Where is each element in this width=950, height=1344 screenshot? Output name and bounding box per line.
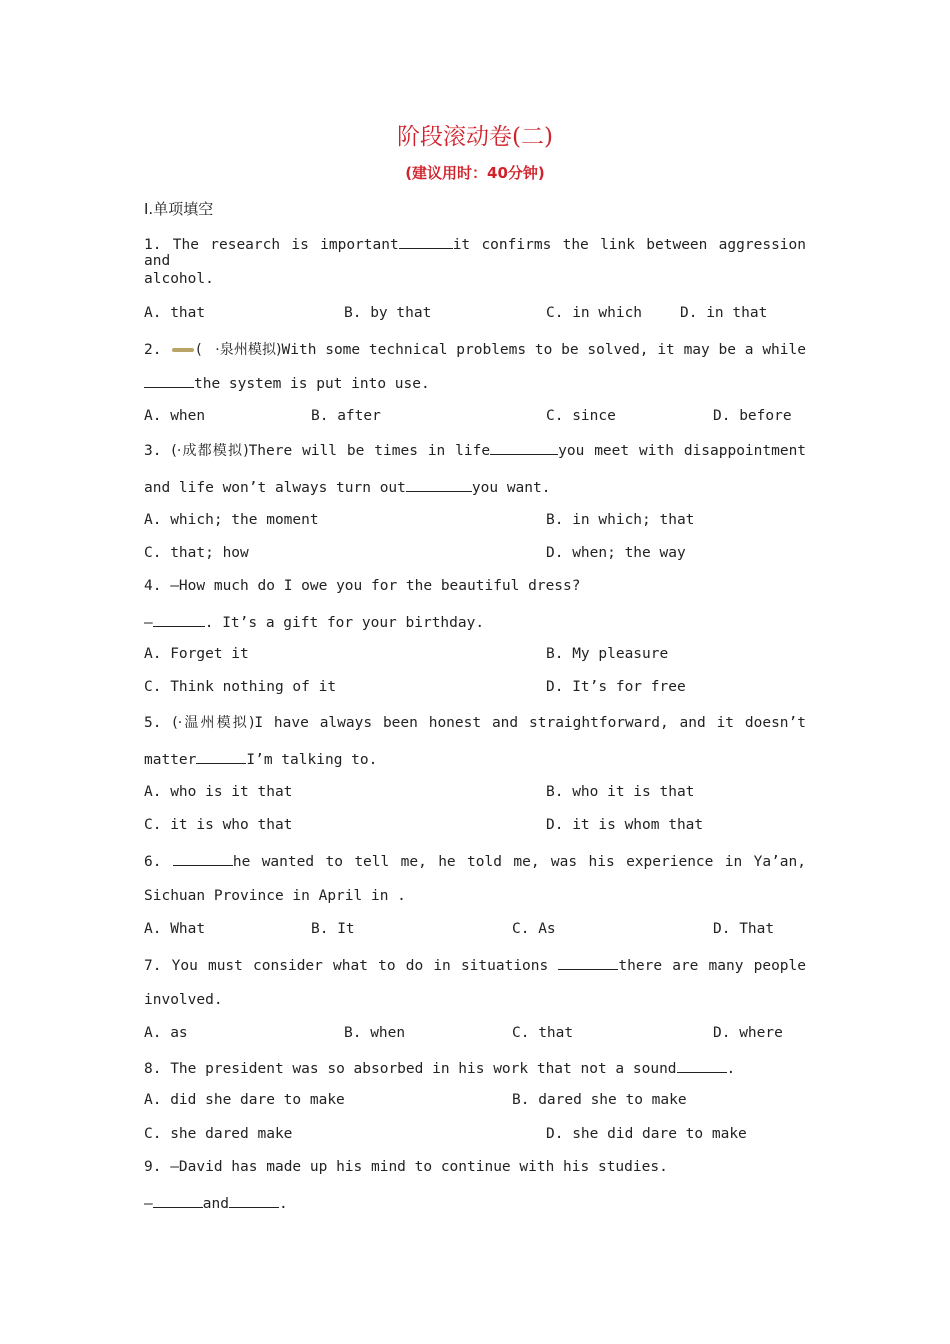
q6-stem-line1: 6. he wanted to tell me, he told me, was his experience in Ya’an, (144, 851, 806, 870)
q8-option-b[interactable]: B. dared she to make (512, 1092, 687, 1108)
q7-option-d[interactable]: D. where (713, 1025, 783, 1041)
q7-option-a[interactable]: A. as (144, 1025, 188, 1041)
answer-blank[interactable] (153, 612, 205, 627)
q1-option-a[interactable]: A. that (144, 305, 206, 321)
q2-option-c[interactable]: C. since (546, 408, 616, 424)
q1-option-d[interactable]: D. in that (680, 305, 768, 321)
q2-option-d[interactable]: D. before (713, 408, 792, 424)
q5-option-b[interactable]: B. who it is that (546, 784, 695, 800)
q2-stem-line2: the system is put into use. (144, 373, 806, 392)
answer-blank[interactable] (173, 851, 233, 866)
q4-option-c[interactable]: C. Think nothing of it (144, 679, 337, 695)
question-source: (·成都模拟) (171, 443, 249, 459)
q4-stem-line2: — . It’s a gift for your birthday. (144, 612, 806, 631)
answer-blank[interactable] (558, 955, 618, 970)
answer-blank[interactable] (490, 440, 558, 455)
smudge-mark (172, 348, 194, 352)
q6-option-c[interactable]: C. As (512, 921, 556, 937)
q7-option-b[interactable]: B. when (344, 1025, 406, 1041)
q7-stem-line2: involved. (144, 992, 223, 1008)
q3-option-a[interactable]: A. which; the moment (144, 512, 319, 528)
q4-option-d[interactable]: D. It’s for free (546, 679, 686, 695)
q7-option-c[interactable]: C. that (512, 1025, 574, 1041)
time-suggestion: (建议用时：40分钟) (405, 164, 545, 182)
answer-blank[interactable] (399, 234, 453, 249)
q9-stem-line1: 9. —David has made up his mind to continue with his studies. (144, 1159, 668, 1175)
q4-option-b[interactable]: B. My pleasure (546, 646, 669, 662)
answer-blank[interactable] (144, 373, 194, 388)
answer-blank[interactable] (406, 477, 472, 492)
q3-option-c[interactable]: C. that; how (144, 545, 249, 561)
q1-option-c[interactable]: C. in which (546, 305, 643, 321)
question-source: ( ·泉州模拟) (170, 342, 281, 358)
q6-option-d[interactable]: D. That (713, 921, 775, 937)
q1-stem-line1: 1. The research is important it confirms the link between aggression and (144, 234, 806, 269)
q7-stem-line1: 7. You must consider what to do in situations there are many people (144, 955, 806, 974)
q1-option-b[interactable]: B. by that (344, 305, 432, 321)
answer-blank[interactable] (153, 1193, 203, 1208)
q5-stem-line1: 5. (·温州模拟)I have always been honest and straightforward, and it doesn’t (144, 715, 807, 731)
q3-option-d[interactable]: D. when; the way (546, 545, 686, 561)
q2-stem-line1: 2. ( ·泉州模拟)With some technical problems to be solved, it may be a while (144, 342, 806, 358)
answer-blank[interactable] (196, 749, 246, 764)
q1-stem-line2: alcohol. (144, 271, 214, 287)
q8-option-d[interactable]: D. she did dare to make (546, 1126, 747, 1142)
q5-stem-line2: matter I’m talking to. (144, 749, 806, 768)
q2-option-a[interactable]: A. when (144, 408, 206, 424)
q8-option-a[interactable]: A. did she dare to make (144, 1092, 345, 1108)
q4-option-a[interactable]: A. Forget it (144, 646, 249, 662)
q3-option-b[interactable]: B. in which; that (546, 512, 695, 528)
q6-stem-line2: Sichuan Province in April in . (144, 888, 406, 904)
q6-option-b[interactable]: B. It (311, 921, 355, 937)
q3-stem-line1: 3. (·成都模拟)There will be times in life you meet with disappointment (144, 440, 806, 460)
q3-stem-line2: and life won’t always turn out you want. (144, 477, 806, 496)
answer-blank[interactable] (229, 1193, 279, 1208)
q4-stem-line1: 4. —How much do I owe you for the beautiful dress? (144, 578, 581, 594)
q5-option-a[interactable]: A. who is it that (144, 784, 293, 800)
q2-option-b[interactable]: B. after (311, 408, 381, 424)
answer-blank[interactable] (677, 1058, 727, 1073)
q8-option-c[interactable]: C. she dared make (144, 1126, 293, 1142)
q5-option-c[interactable]: C. it is who that (144, 817, 293, 833)
question-source: (·温州模拟) (172, 715, 255, 731)
page-title: 阶段滚动卷(二) (397, 124, 553, 150)
q6-option-a[interactable]: A. What (144, 921, 206, 937)
q5-option-d[interactable]: D. it is whom that (546, 817, 704, 833)
q8-stem-line1: 8. The president was so absorbed in his work that not a sound . (144, 1058, 806, 1077)
q9-stem-line2: — and . (144, 1193, 806, 1212)
section-heading: Ⅰ.单项填空 (144, 200, 214, 218)
